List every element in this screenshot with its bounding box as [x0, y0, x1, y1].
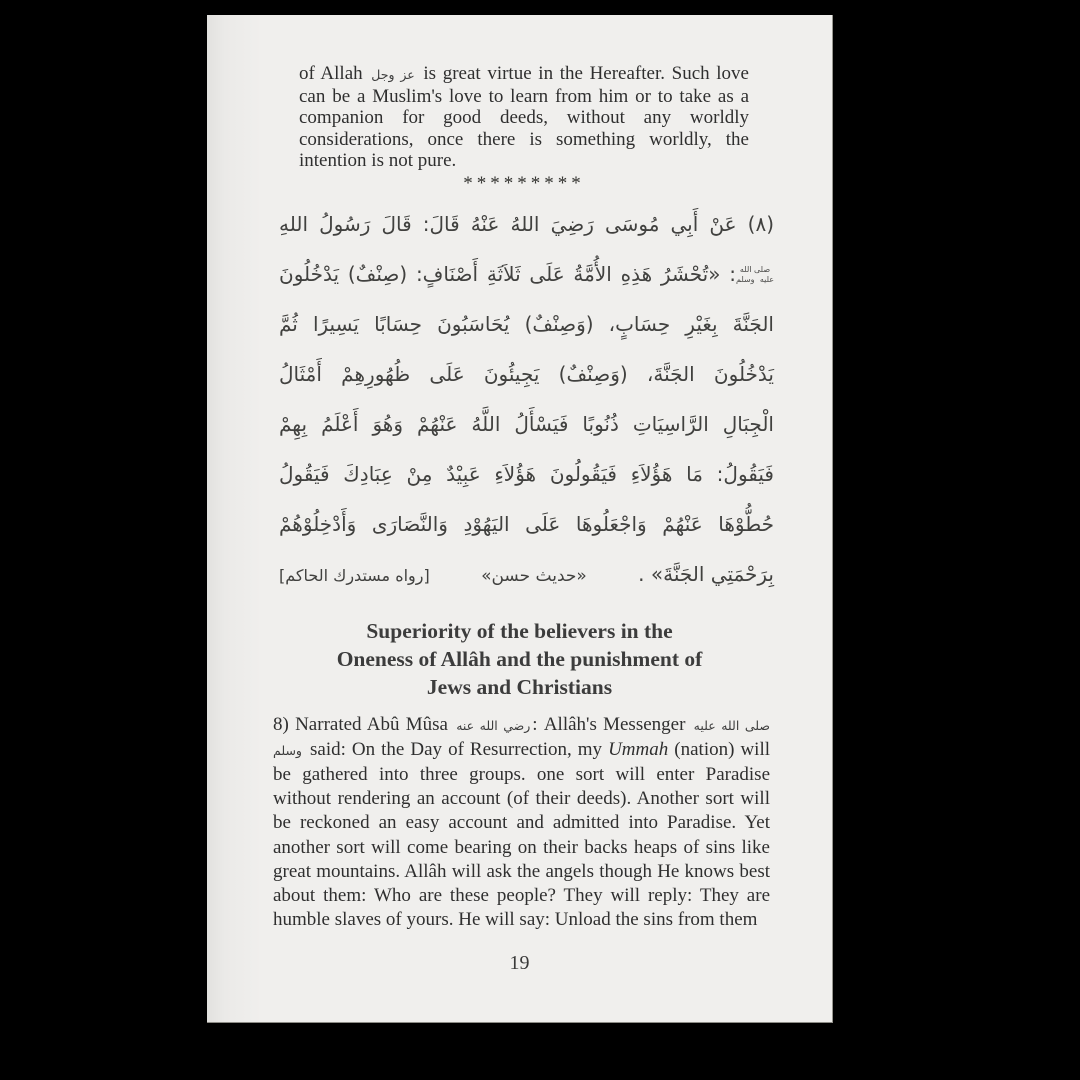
section-heading — [237, 617, 802, 701]
heading-line: Jews and Christians — [426, 674, 613, 699]
arabic-middle-lines — [279, 299, 774, 549]
arabic-last-line — [279, 549, 774, 601]
intro-paragraph — [299, 63, 749, 172]
hadith-arabic-block — [279, 199, 774, 601]
page-number: 19 — [509, 952, 530, 975]
translation-text-segment: رضي الله عنه — [456, 717, 531, 733]
arabic-line: يَدْخُلُونَ الجَنَّةَ، (وَصِنْفٌ) يَجِيئُونَ عَلَى ظُهُورِهِمْ أَمْثَالُ — [279, 361, 774, 386]
translation-text-segment: : Allâh's Messenger — [532, 713, 692, 735]
arabic-line — [279, 249, 774, 299]
asterisk-divider: ********* — [463, 172, 585, 194]
heading-line: Superiority of the believers in the — [366, 618, 673, 643]
intro-text-segment: is great virtue in the Hereafter. Such love can be a Muslim's love to learn from him or to take as a companion for good deeds, without any worldly considerations, once there is something worldly, the intention is not pure. — [299, 63, 749, 171]
arabic-line: حُطُّوْهَا عَنْهُمْ وَاجْعَلُوهَا عَلَى اليَهُوْدِ وَالنَّصَارَى وَأَدْخِلُوْهُمْ — [279, 511, 774, 536]
saw-ligature: صلى الله عليه وسلم — [736, 265, 774, 284]
hadith-closing-text: بِرَحْمَتِي الجَنَّةَ» . — [638, 561, 774, 586]
arabic-line: فَيَقُولُ: مَا هَؤُلاَءِ فَيَقُولُونَ هَؤُلاَءِ عَبِيْدٌ مِنْ عِبَادِكَ فَيَقُولُ — [279, 461, 774, 486]
translation-text-segment: 8) Narrated Abû Mûsa — [273, 713, 455, 735]
arabic-line: (٨) عَنْ أَبِي مُوسَى رَضِيَ اللهُ عَنْهُ قَالَ: قَالَ رَسُولُ اللهِ — [279, 211, 774, 236]
intro-text-segment: of Allah — [299, 63, 370, 84]
translation-paragraph — [273, 713, 770, 933]
hadith-grade-label: «حديث حسن» — [481, 565, 587, 586]
intro-text-segment: عز وجل — [371, 67, 415, 82]
arabic-line: الْجِبَالِ الرَّاسِيَاتِ ذُنُوبًا فَيَسْأَلُ اللَّهُ عَنْهُمْ وَهُوَ أَعْلَمُ بِهِمْ — [279, 411, 774, 436]
heading-line: Oneness of Allâh and the punishment of — [336, 646, 703, 671]
translation-text-segment: صلى الله عليه وسلم — [273, 717, 770, 758]
arabic-line: الجَنَّةَ بِغَيْرِ حِسَابٍ، (وَصِنْفٌ) يُحَاسَبُونَ حِسَابًا يَسِيرًا ثُمَّ — [279, 311, 774, 336]
translation-text-segment: Ummah — [608, 738, 669, 760]
arabic-line-text: : «تُحْشَرُ هَذِهِ الأُمَّةُ عَلَى ثَلاَثَةِ أَصْنَافٍ: (صِنْفٌ) يَدْخُلُونَ — [279, 261, 736, 286]
translation-text-segment: said: On the Day of Resurrection, my — [303, 738, 609, 760]
translation-text-segment: (nation) will be gathered into three groups. one sort will enter Paradise without rendering an account (of their deeds). Another sort will be reckoned an easy account and admitted into Paradise. Yet another sort will come bearing on their backs heaps of sins like great mountains. Allâh will ask the angels though He knows best about them: Who are these people? They will reply: They are humble slaves of yours. He will say: Unload the sins from them — [273, 738, 771, 931]
book-page — [207, 15, 833, 1023]
hadith-source-reference: [رواه مستدرك الحاكم] — [279, 565, 430, 585]
